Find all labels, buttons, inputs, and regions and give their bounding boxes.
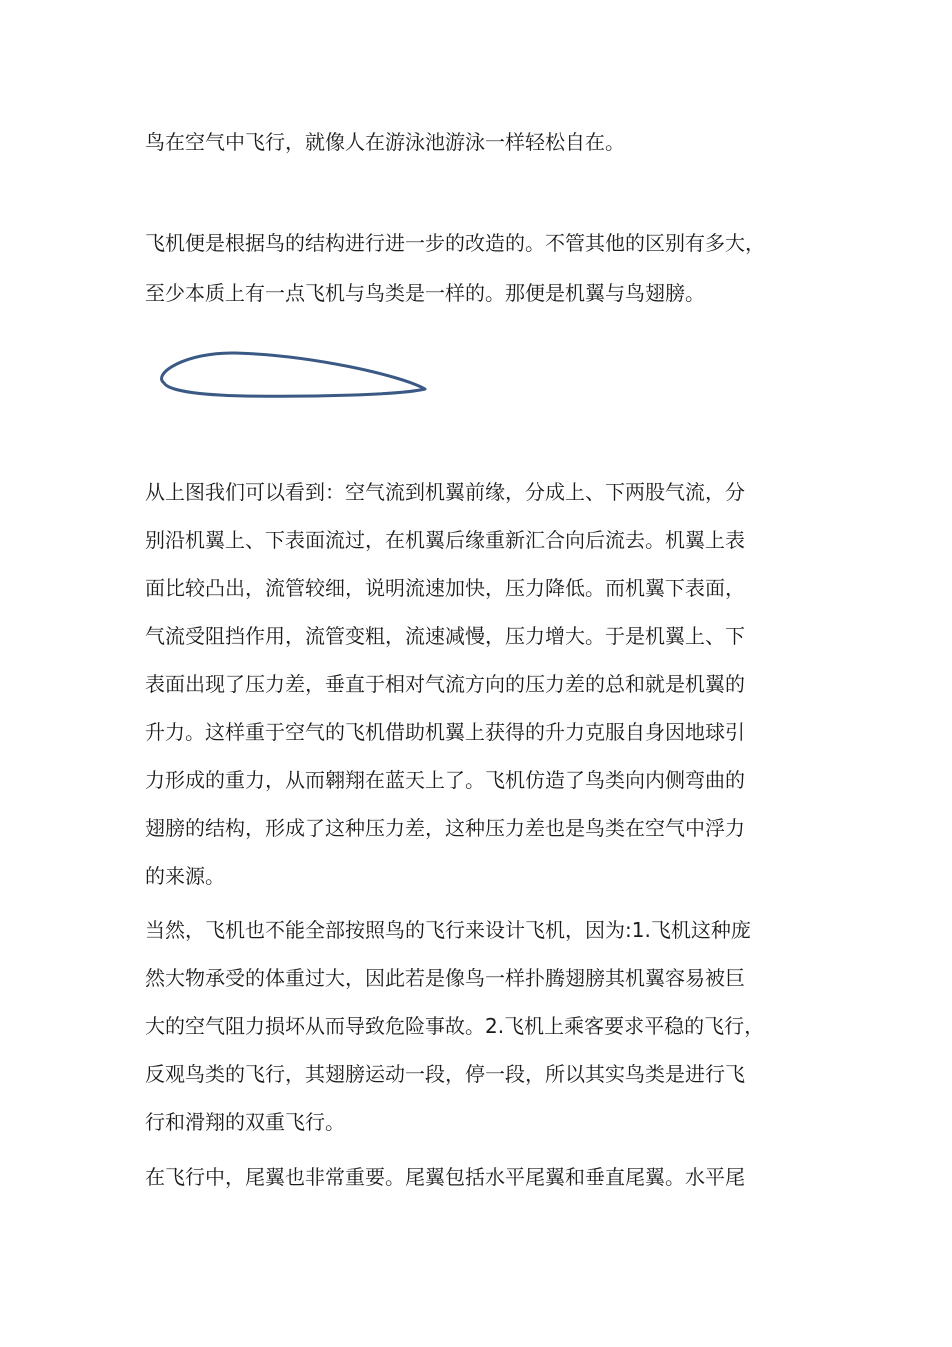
paragraph-2-line-1: 从上图我们可以看到：空气流到机翼前缘，分成上、下两股气流，分 xyxy=(145,480,745,504)
paragraph-1-line-2: 至少本质上有一点飞机与鸟类是一样的。那便是机翼与鸟翅膀。 xyxy=(145,281,705,305)
paragraph-2-line-4: 气流受阻挡作用，流管变粗，流速减慢，压力增大。于是机翼上、下 xyxy=(145,624,745,648)
paragraph-4-line-1: 在飞行中，尾翼也非常重要。尾翼包括水平尾翼和垂直尾翼。水平尾 xyxy=(145,1165,745,1189)
paragraph-2-line-5: 表面出现了压力差，垂直于相对气流方向的压力差的总和就是机翼的 xyxy=(145,672,745,696)
airfoil-outline xyxy=(162,353,425,396)
paragraph-2-line-7: 力形成的重力，从而翱翔在蓝天上了。飞机仿造了鸟类向内侧弯曲的 xyxy=(145,768,745,792)
paragraph-3-line-4: 反观鸟类的飞行，其翅膀运动一段，停一段，所以其实鸟类是进行飞 xyxy=(145,1062,745,1086)
paragraph-3-line-5: 行和滑翔的双重飞行。 xyxy=(145,1110,345,1134)
paragraph-2-line-9: 的来源。 xyxy=(145,864,225,888)
paragraph-2-line-8: 翅膀的结构，形成了这种压力差，这种压力差也是鸟类在空气中浮力 xyxy=(145,816,745,840)
intro-line: 鸟在空气中飞行，就像人在游泳池游泳一样轻松自在。 xyxy=(145,130,625,154)
airfoil-diagram xyxy=(150,340,440,410)
paragraph-1-line-1: 飞机便是根据鸟的结构进行进一步的改造的。不管其他的区别有多大， xyxy=(145,231,765,255)
paragraph-3-line-3: 大的空气阻力损坏从而导致危险事故。2.飞机上乘客要求平稳的飞行， xyxy=(145,1014,765,1038)
paragraph-3-line-2: 然大物承受的体重过大，因此若是像鸟一样扑腾翅膀其机翼容易被巨 xyxy=(145,966,745,990)
paragraph-3-line-1: 当然，飞机也不能全部按照鸟的飞行来设计飞机，因为:1.飞机这种庞 xyxy=(145,918,751,942)
paragraph-2-line-2: 别沿机翼上、下表面流过，在机翼后缘重新汇合向后流去。机翼上表 xyxy=(145,528,745,552)
paragraph-2-line-6: 升力。这样重于空气的飞机借助机翼上获得的升力克服自身因地球引 xyxy=(145,720,745,744)
paragraph-2-line-3: 面比较凸出，流管较细，说明流速加快，压力降低。而机翼下表面， xyxy=(145,576,745,600)
